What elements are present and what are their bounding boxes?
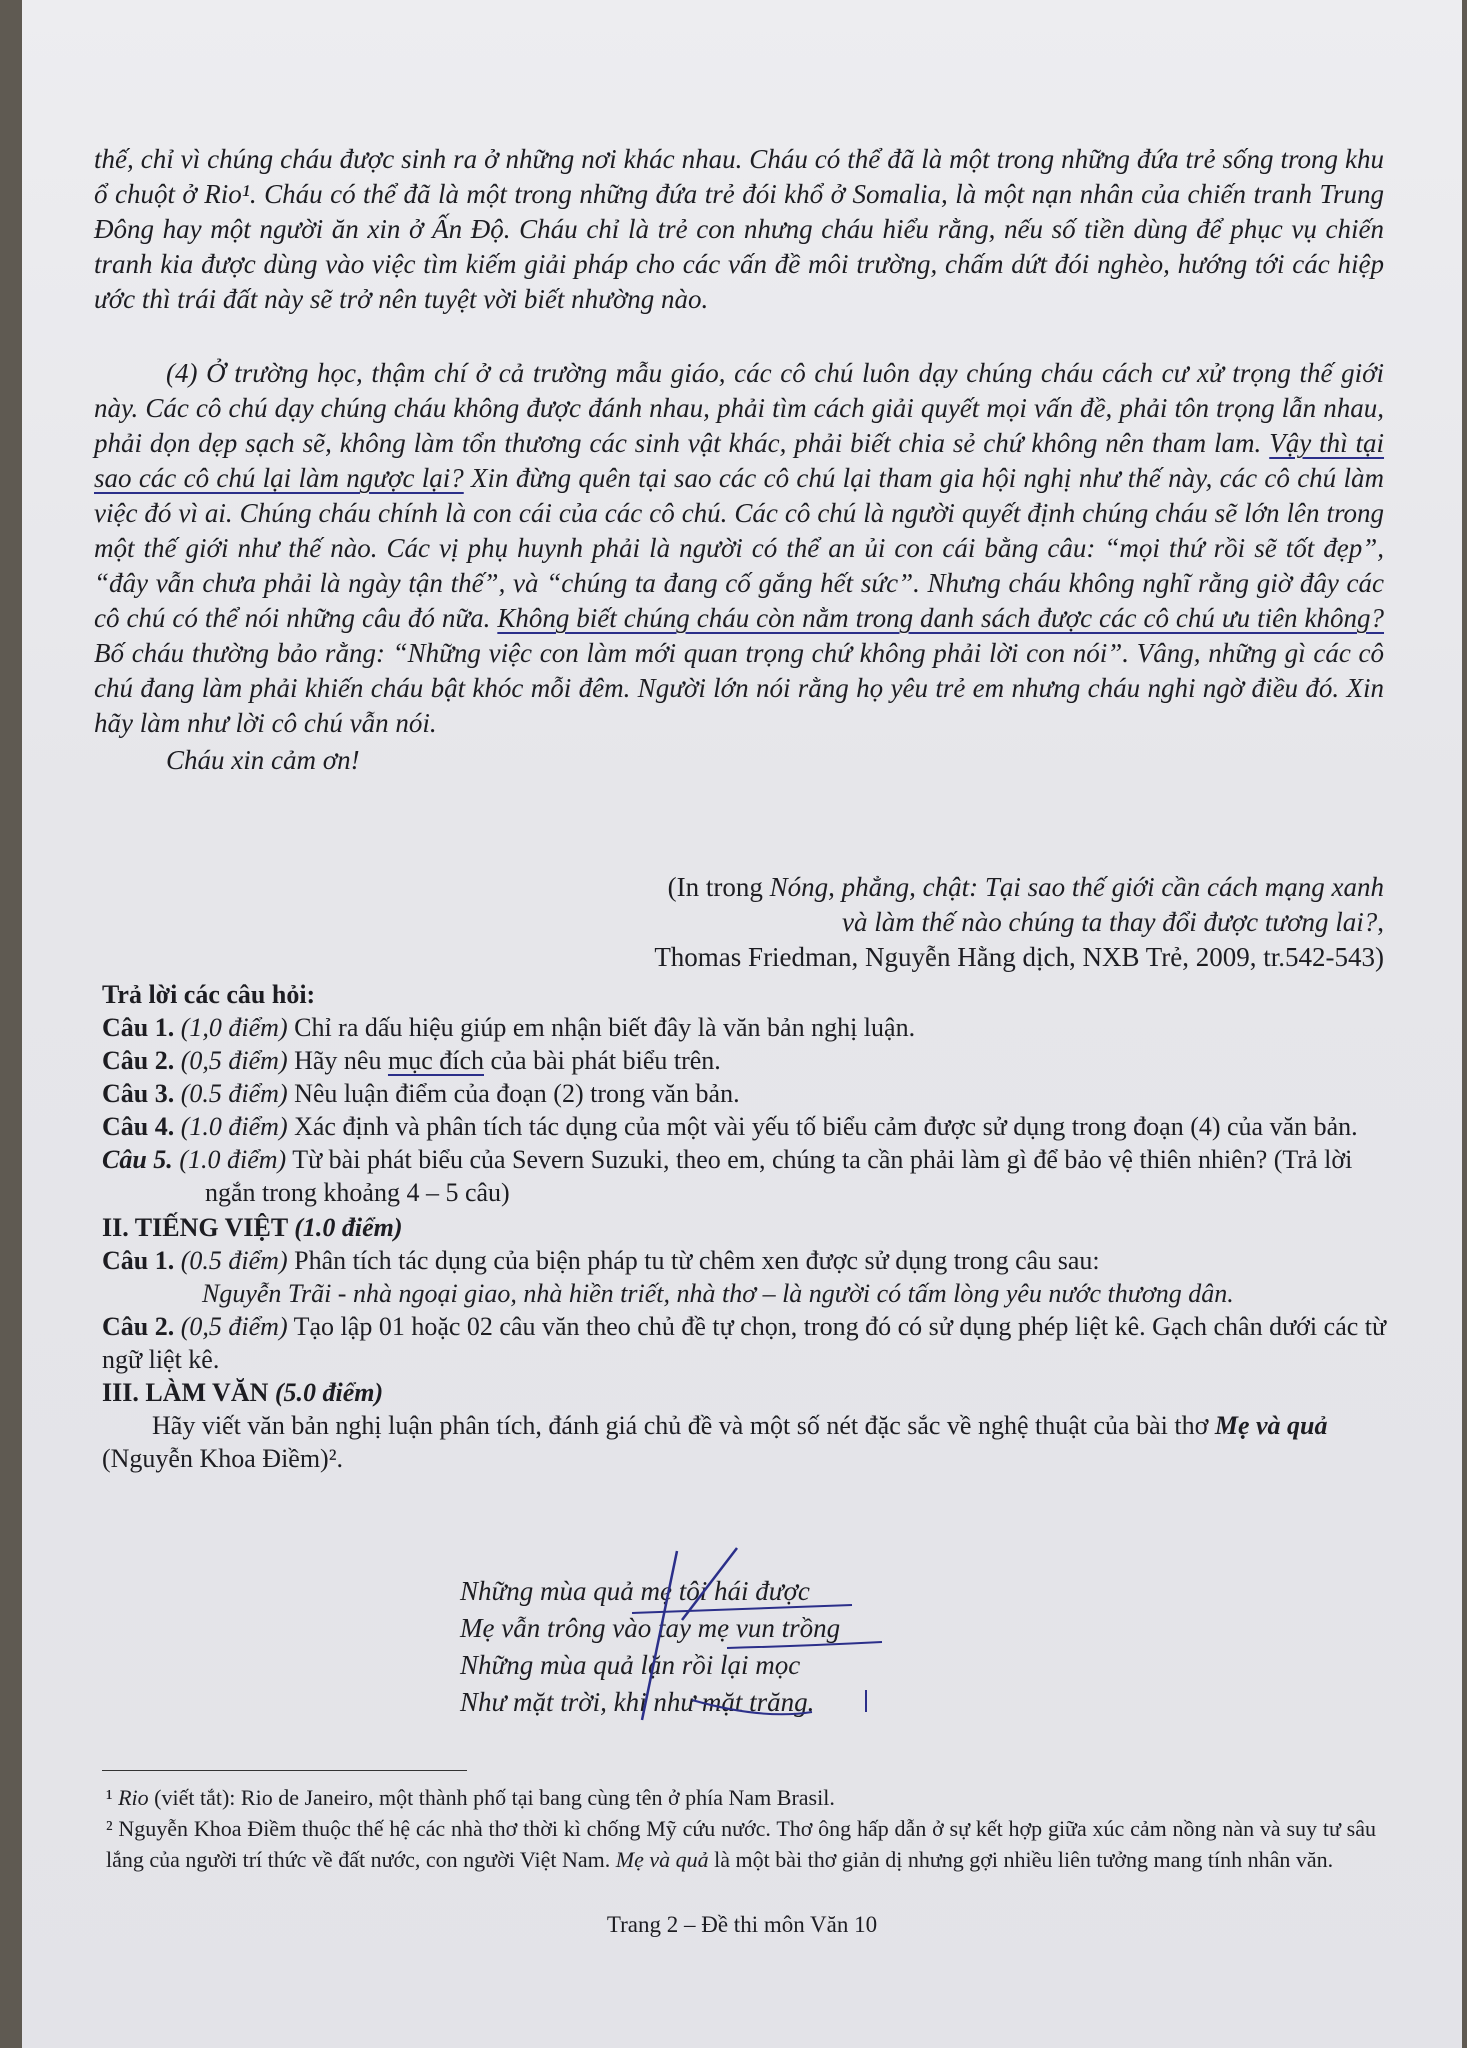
footnote-2-text-b: là một bài thơ giản dị nhưng gợi nhiều liên tưởng mang tính nhân văn. <box>708 1847 1334 1872</box>
question-1-label: Câu 1. <box>102 1013 175 1042</box>
source-comma: , <box>1377 907 1384 937</box>
section-2-q1-text: Phân tích tác dụng của biện pháp tu từ chêm xen được sử dụng trong câu sau: <box>287 1246 1100 1275</box>
passage-paragraph-3-text: thế, chỉ vì chúng cháu được sinh ra ở những nơi khác nhau. Cháu có thể đã là một trong những đứa trẻ sống trong khu ổ chuột ở Rio¹. Cháu có thể đã là một trong những đứa trẻ đói khổ ở Somalia, là một nạn nhân của chiến tranh Trung Đông hay một người ăn xin ở Ấn Độ. Cháu chỉ là trẻ con nhưng cháu hiểu rằng, nếu số tiền dùng để phục vụ chiến tranh kia được dùng vào việc tìm kiếm giải pháp cho các vấn đề môi trường, chấm dứt đói nghèo, hướng tới các hiệp ước thì trái đất này sẽ trở nên tuyệt vời biết nhường nào. <box>94 144 1384 314</box>
footnote-1-text: (viết tắt): Rio de Janeiro, một thành phố tại bang cùng tên ở phía Nam Brasil. <box>148 1785 835 1810</box>
question-4-points: (1.0 điểm) <box>180 1112 288 1141</box>
section-3-poem-title: Mẹ và quả <box>1214 1411 1328 1440</box>
exam-page <box>22 0 1462 2048</box>
section-2-heading <box>102 1211 1392 1244</box>
question-1 <box>102 1011 1392 1044</box>
question-4-label: Câu 4. <box>102 1112 175 1141</box>
section-2-q2-text: Tạo lập 01 hoặc 02 câu văn theo chủ đề tự chọn, trong đó có sử dụng phép liệt kê. Gạch chân dưới các từ ngữ liệt kê. <box>102 1312 1387 1374</box>
section-3-points: (5.0 điểm) <box>274 1378 384 1407</box>
passage-paragraph-4-text <box>94 356 1384 741</box>
question-2-label: Câu 2. <box>102 1046 175 1075</box>
footnote-1 <box>106 1782 1376 1813</box>
question-3-points: (0.5 điểm) <box>180 1079 288 1108</box>
section-2-q2-label: Câu 2. <box>102 1312 175 1341</box>
footnote-2-poem-title: Mẹ và quả <box>615 1847 709 1872</box>
para4-part-c: Bố cháu thường bảo rằng: “Những việc con làm mới quan trọng chứ không phải lời con nói”. Vâng, những gì các cô chú đang làm phải khiến cháu bật khóc mỗi đêm. Người lớn nói rằng họ yêu trẻ em nhưng cháu nghi ngờ điều đó. Xin hãy làm như lời cô chú vẫn nói. <box>94 638 1384 738</box>
para4-underlined-2: Không biết chúng cháu còn nằm trong danh sách được các cô chú ưu tiên không? <box>497 603 1385 633</box>
question-1-text: Chỉ ra dấu hiệu giúp em nhận biết đây là văn bản nghị luận. <box>287 1013 916 1042</box>
reading-questions <box>102 978 1392 1475</box>
question-2 <box>102 1044 1392 1077</box>
question-5-label: Câu 5. <box>102 1145 173 1174</box>
question-4 <box>102 1110 1392 1143</box>
passage-closing: Cháu xin cảm ơn! <box>166 745 360 775</box>
source-line-1 <box>94 870 1384 905</box>
question-5-points: (1.0 điểm) <box>179 1145 287 1174</box>
section-2-question-1 <box>102 1244 1392 1277</box>
section-3-title: III. LÀM VĂN <box>102 1378 275 1407</box>
footnote-1-term: Rio <box>118 1785 149 1810</box>
footnote-2-mark: ² <box>106 1816 113 1841</box>
question-1-points: (1,0 điểm) <box>180 1013 288 1042</box>
para4-part-a: (4) Ở trường học, thậm chí ở cả trường mẫu giáo, các cô chú luôn dạy chúng cháu cách cư xử trọng thế giới này. Các cô chú dạy chúng cháu không được đánh nhau, phải tìm cách giải quyết mọi vấn đề, phải tôn trọng lẫn nhau, phải dọn dẹp sạch sẽ, không làm tổn thương các sinh vật khác, phải biết chia sẻ chứ không nên tham lam. <box>94 358 1384 458</box>
page-footer: Trang 2 – Đề thi môn Văn 10 <box>606 1912 878 1937</box>
source-book-title-1: Nóng, phẳng, chật: Tại sao thế giới cần cách mạng xanh <box>769 872 1384 902</box>
poem-line-2: Mẹ vẫn trông vào tay mẹ vun trồng <box>460 1613 841 1643</box>
section-2-q1-example: Nguyễn Trãi - nhà ngoại giao, nhà hiền triết, nhà thơ – là người có tấm lòng yêu nước thương dân. <box>202 1279 1234 1308</box>
questions-heading: Trả lời các câu hỏi: <box>102 980 316 1009</box>
question-5-text: Từ bài phát biểu của Severn Suzuki, theo em, chúng ta cần phải làm gì để bảo vệ thiên nhiên? (Trả lời ngắn trong khoảng 4 – 5 câu) <box>205 1145 1353 1207</box>
source-citation <box>94 870 1384 975</box>
poem-line-4: Như mặt trời, khi như mặt trăng. <box>460 1687 815 1717</box>
question-2-text-b: của bài phát biểu trên. <box>484 1046 721 1075</box>
section-2-title: II. TIẾNG VIỆT <box>102 1213 295 1242</box>
footnote-1-mark: ¹ <box>106 1785 113 1810</box>
source-prefix: (In trong <box>667 872 770 902</box>
passage-paragraph-3 <box>94 142 1384 317</box>
section-3-prompt-a: Hãy viết văn bản nghị luận phân tích, đánh giá chủ đề và một số nét đặc sắc về nghệ thuật của bài thơ <box>152 1411 1215 1440</box>
source-line-2 <box>94 905 1384 940</box>
footnote-2 <box>106 1813 1376 1875</box>
source-line-3: Thomas Friedman, Nguyễn Hằng dịch, NXB Trẻ, 2009, tr.542-543) <box>654 942 1384 972</box>
para4-underlined-1: Vậy thì tại sao các cô chú lại làm ngược lại? <box>94 428 1385 493</box>
footnote-divider <box>102 1770 467 1771</box>
question-4-text: Xác định và phân tích tác dụng của một vài yếu tố biểu cảm được sử dụng trong đoạn (4) của văn bản. <box>287 1112 1358 1141</box>
section-2-points: (1.0 điểm) <box>294 1213 403 1242</box>
para4-part-b: Xin đừng quên tại sao các cô chú lại tham gia hội nghị như thế này, các cô chú làm việc đó vì ai. Chúng cháu chính là con cái của các cô chú. Các cô chú là người quyết định chúng cháu sẽ lớn lên trong một thế giới như thế nào. Các vị phụ huynh phải là người có thể an ủi con cái bằng câu: “mọi thứ rồi sẽ tốt đẹp”, “đây vẫn chưa phải là ngày tận thế”, và “chúng ta đang cố gắng hết sức”. Nhưng cháu không nghĩ rằng giờ đây các cô chú có thể nói những câu đó nữa. <box>94 463 1384 633</box>
footnotes <box>106 1782 1376 1875</box>
question-3-text: Nêu luận điểm của đoạn (2) trong văn bản. <box>287 1079 740 1108</box>
section-2-question-2 <box>102 1310 1392 1376</box>
poem <box>460 1573 960 1721</box>
section-3-heading <box>102 1376 1392 1409</box>
question-3 <box>102 1077 1392 1110</box>
question-2-text-a: Hãy nêu <box>287 1046 388 1075</box>
question-5 <box>102 1143 1392 1209</box>
footnote-2-text-a: Nguyễn Khoa Điềm thuộc thế hệ các nhà thơ thời kì chống Mỹ cứu nước. Thơ ông hấp dẫn ở sự kết hợp giữa xúc cảm nồng nàn và suy tư sâu lắng của người trí thức về đất nước, con người Việt Nam. <box>106 1816 1376 1872</box>
section-2-q2-points: (0,5 điểm) <box>180 1312 288 1341</box>
source-book-title-2: và làm thế nào chúng ta thay đổi được tương lai? <box>842 907 1378 937</box>
section-2-q1-label: Câu 1. <box>102 1246 175 1275</box>
poem-line-1: Những mùa quả mẹ tôi hái được <box>460 1576 810 1606</box>
question-2-points: (0,5 điểm) <box>180 1046 288 1075</box>
question-3-label: Câu 3. <box>102 1079 175 1108</box>
passage-paragraph-4 <box>94 356 1384 778</box>
section-3-prompt-b: (Nguyễn Khoa Điềm)². <box>102 1444 344 1473</box>
question-2-underlined: mục đích <box>387 1046 484 1075</box>
section-2-q1-points: (0.5 điểm) <box>180 1246 288 1275</box>
poem-line-3: Những mùa quả lặn rồi lại mọc <box>460 1650 801 1680</box>
section-3-prompt <box>102 1409 1392 1475</box>
